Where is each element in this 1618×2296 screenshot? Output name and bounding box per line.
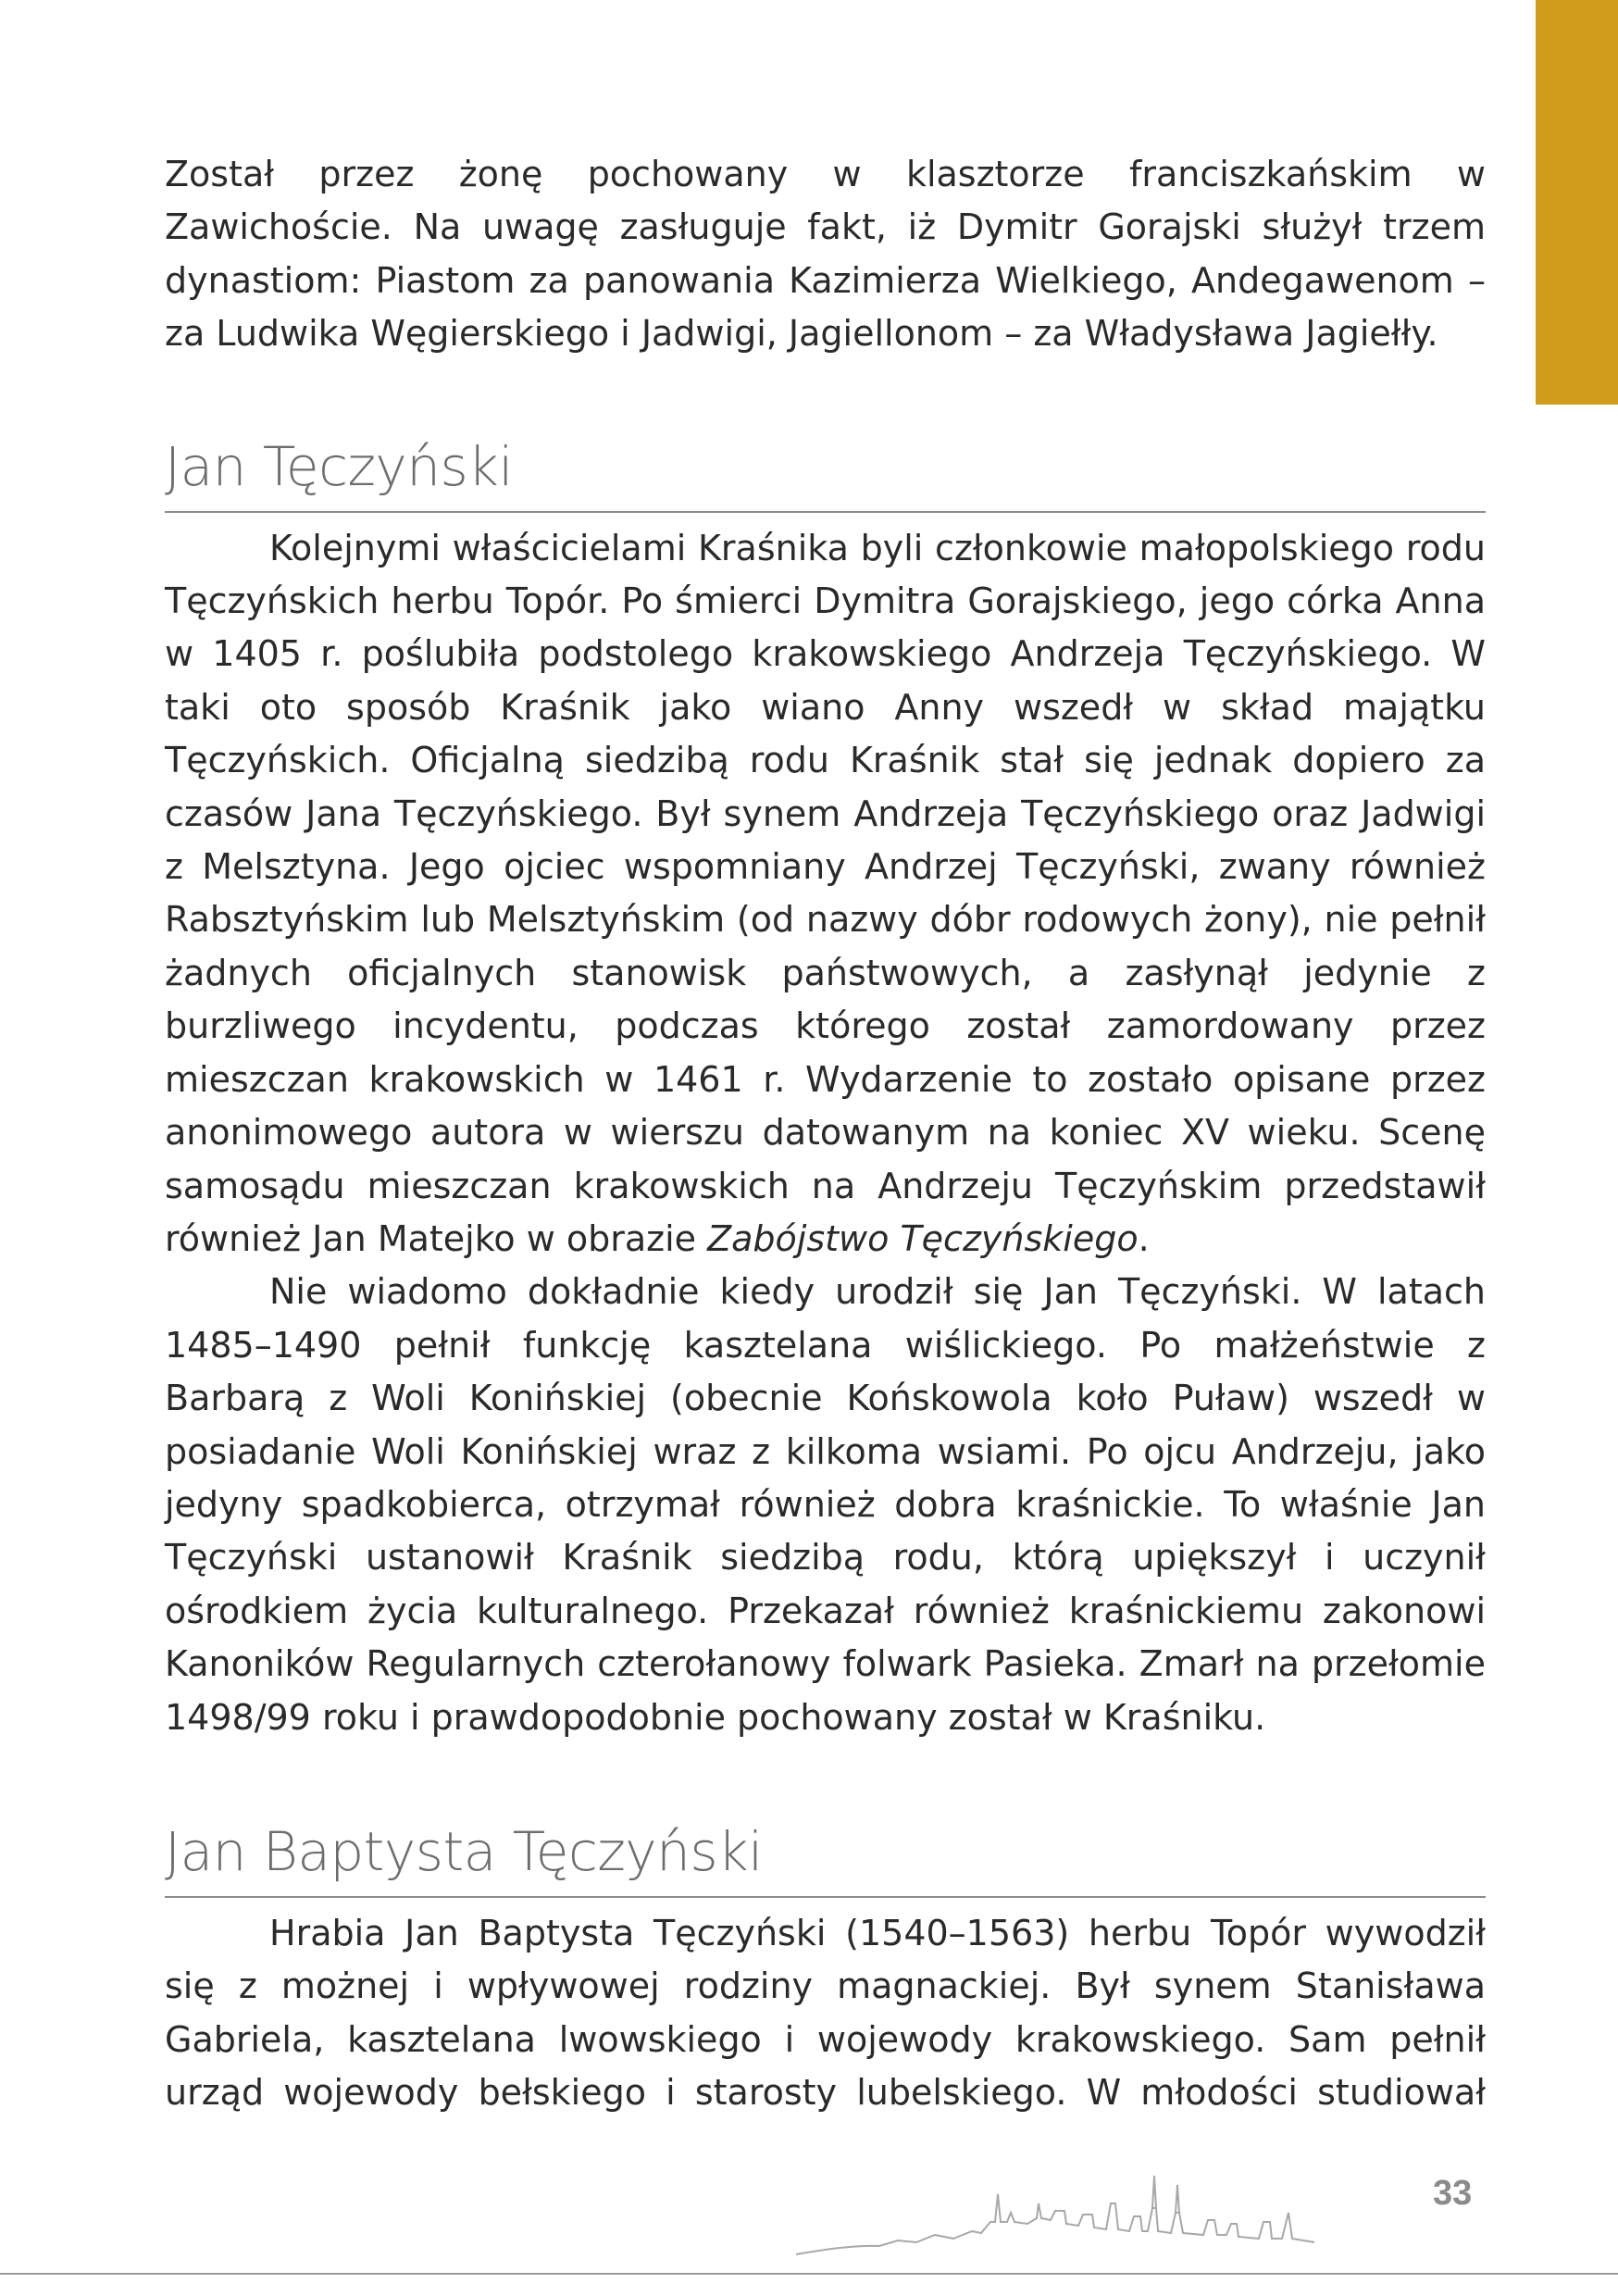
city-skyline-illustration — [796, 2157, 1444, 2259]
section-1-paragraph-1-end: . — [1138, 1217, 1150, 1259]
section-1-paragraph-1-text: Kolejnymi właścicielami Kraśnika byli członkowie małopolskiego rodu Tęczyńskich herbu Topór. Po śmierci Dymitra Gorajskiego, jego córka Anna w 1405 r. poślubiła podstolego krakowskiego Andrzeja Tęczyńskiego. W taki oto sposób Kraśnik jako wiano Anny wszedł w skład majątku Tęczyńskich. Oficjalną siedzibą rodu Kraśnik stał się jednak dopiero za czasów Jana Tęczyńskiego. Był synem Andrzeja Tęczyńskiego oraz Jadwigi z Melsztyna. Jego ojciec wspomniany Andrzej Tęczyński, zwany również Rabsztyńskim lub Melsztyńskim (od nazwy dóbr rodowych żony), nie pełnił żadnych oficjalnych stanowisk państwowych, a zasłynął jedynie z burzliwego incydentu, podczas którego został zamordowany przez mieszczan krakowskich w 1461 r. Wydarzenie to zostało opisane przez anonimowego autora w wierszu datowanym na koniec XV wieku. Scenę samosądu mieszczan krakowskich na Andrzeju Tęczyńskim przedstawił również Jan Matejko w obrazie — [165, 527, 1486, 1259]
section-heading-jan-baptysta-teczynski: Jan Baptysta Tęczyński — [165, 1820, 1486, 1898]
page-body — [165, 148, 1486, 2120]
section-1-paragraph-1 — [165, 522, 1486, 1267]
chapter-color-tab — [1536, 0, 1618, 405]
painting-title: Zabójstwo Tęczyńskiego — [707, 1217, 1139, 1259]
section-heading-jan-teczynski: Jan Tęczyński — [165, 435, 1486, 513]
page-number: 33 — [1433, 2174, 1473, 2213]
footer-rule — [0, 2273, 1618, 2275]
section-1-paragraph-2: Nie wiadomo dokładnie kiedy urodził się Jan Tęczyński. W latach 1485–1490 pełnił funkcję kasztelana wiślickiego. Po małżeństwie z Barbarą z Woli Konińskiej (obecnie Końskowola koło Puław) wszedł w posiadanie Woli Konińskiej wraz z kilkoma wsiami. Po ojcu Andrzeju, jako jedyny spadkobierca, otrzymał również dobra kraśnickie. To właśnie Jan Tęczyński ustanowił Kraśnik siedzibą rodu, którą upiększył i uczynił ośrodkiem życia kulturalnego. Przekazał również kraśnickiemu zakonowi Kanoników Regularnych czterołanowy folwark Pasieka. Zmarł na przełomie 1498/99 roku i prawdopodobnie pochowany został w Kraśniku. — [165, 1271, 1486, 1738]
intro-paragraph: Został przez żonę pochowany w klasztorze franciszkańskim w Zawichoście. Na uwagę zasługuje fakt, iż Dymitr Gorajski służył trzem dynastiom: Piastom za panowania Kazimierza Wielkiego, Andegawenom – za Ludwika Węgierskiego i Jadwigi, Jagiellonom – za Władysława Jagiełły. — [165, 154, 1486, 355]
section-2-paragraph-1: Hrabia Jan Baptysta Tęczyński (1540–1563) herbu Topór wywodził się z możnej i wpływowej rodziny magnackiej. Był synem Stanisława Gabriela, kasztelana lwowskiego i wojewody krakowskiego. Sam pełnił urząd wojewody bełskiego i starosty lubelskiego. W młodości studiował — [165, 1912, 1486, 2114]
